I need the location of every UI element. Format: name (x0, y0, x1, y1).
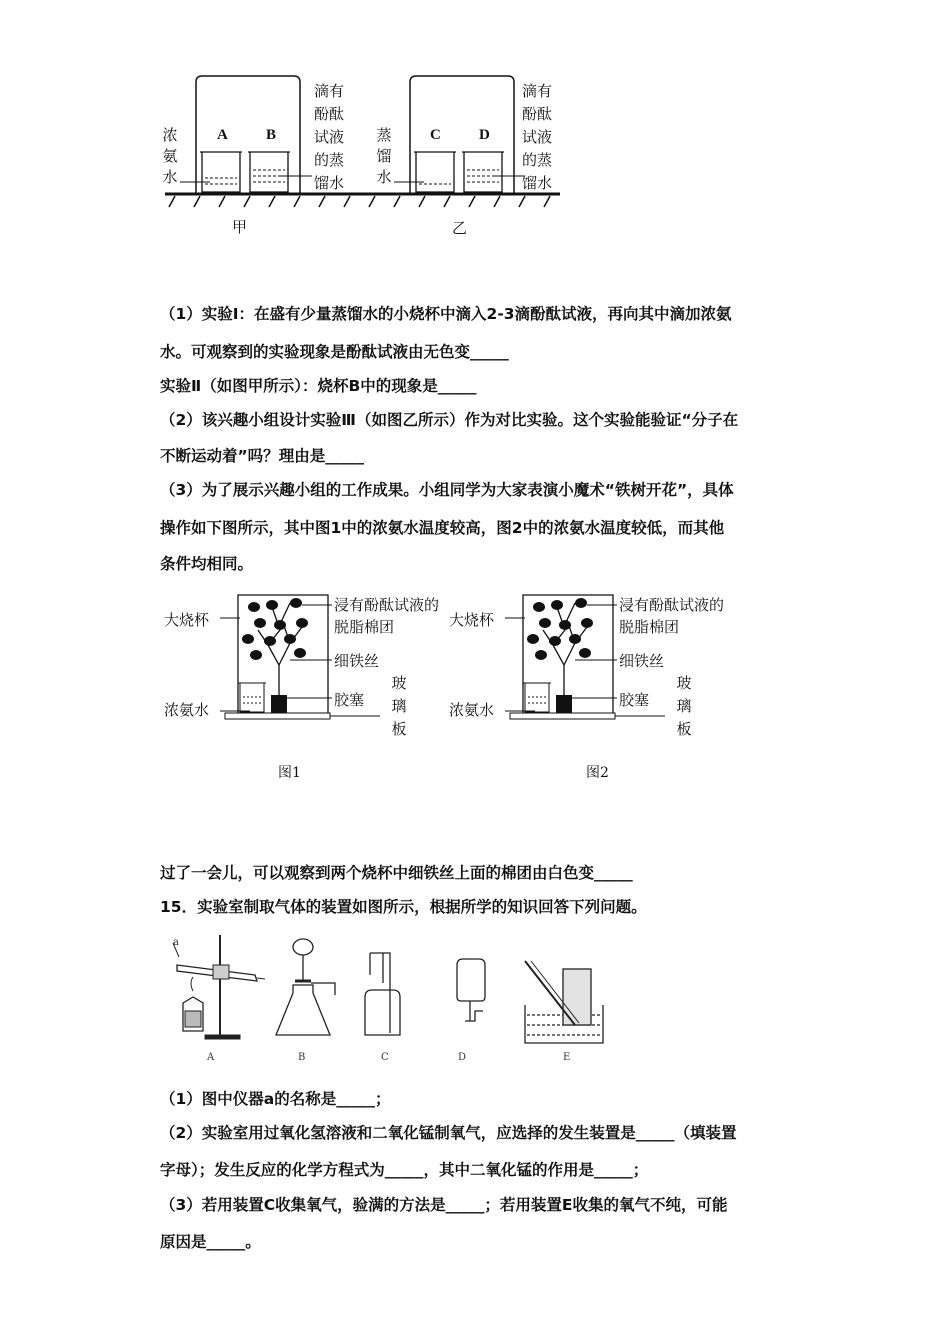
fig2-ammonia-label: 浓氨水 (449, 701, 495, 719)
q1-line3: 实验Ⅱ（如图甲所示）：烧杯B中的现象是_____ (160, 377, 477, 395)
fig2-glass-plate-label: 玻璃板 (676, 674, 692, 738)
apparatus-c-drawing (365, 953, 400, 1035)
beaker-c-label: C (430, 127, 441, 143)
diffusion-apparatus-figure (150, 70, 570, 210)
fig1-glass-plate-label: 玻璃板 (391, 674, 407, 738)
label-concentrated-ammonia: 浓氨水 (162, 126, 178, 186)
q15-part1: （1）图中仪器a的名称是_____； (160, 1090, 391, 1108)
fig2-wire-label: 细铁丝 (619, 652, 665, 670)
label-phenolphthalein-water-left: 滴有酚酞试液的蒸馏水 (314, 82, 345, 192)
label-phenolphthalein-water-right: 滴有酚酞试液的蒸馏水 (522, 82, 553, 192)
beaker-b-label: B (266, 127, 277, 143)
question-15-title: 15．实验室制取气体的装置如图所示，根据所学的知识回答下列问题。 (160, 898, 647, 916)
q15-part2-line2: 字母）；发生反应的化学方程式为_____，其中二氧化锰的作用是_____； (160, 1161, 649, 1179)
q2-line1: （2）该兴趣小组设计实验Ⅲ（如图乙所示）作为对比实验。这个实验能验证“分子在 (160, 411, 739, 429)
fig1-cotton-label: 浸有酚酞试液的脱脂棉团 (334, 596, 440, 636)
q1-line2: 水。可观察到的实验现象是酚酞试液由无色变_____ (160, 343, 509, 361)
fig1-big-beaker-label: 大烧杯 (164, 611, 210, 629)
fig2-big-beaker-label: 大烧杯 (449, 611, 495, 629)
fig1-ammonia-label: 浓氨水 (164, 701, 210, 719)
caption-jia: 甲 (232, 218, 248, 236)
q15-part3-line1: （3）若用装置C收集氧气，验满的方法是_____；若用装置E收集的氧气不纯，可能 (160, 1196, 728, 1214)
observation-line: 过了一会儿，可以观察到两个烧杯中细铁丝上面的棉团由白色变_____ (160, 864, 633, 882)
caption-yi: 乙 (452, 219, 468, 237)
caption-figure-1: 图1 (278, 765, 301, 781)
label-distilled-water: 蒸馏水 (376, 126, 392, 186)
q15-part3-line2: 原因是_____。 (160, 1233, 261, 1251)
q3-line2: 操作如下图所示，其中图1中的浓氨水温度较高，图2中的浓氨水温度较低，而其他 (160, 519, 725, 537)
apparatus-label-c: C (381, 1052, 389, 1063)
q15-part2-line1: （2）实验室用过氧化氢溶液和二氧化锰制氧气，应选择的发生装置是_____（填装置 (160, 1124, 737, 1142)
apparatus-b-drawing (276, 939, 335, 1035)
q3-line1: （3）为了展示兴趣小组的工作成果。小组同学为大家表演小魔术“铁树开花”，具体 (160, 481, 734, 499)
beaker-a-label: A (217, 127, 228, 143)
apparatus-label-a: A (207, 1052, 215, 1063)
apparatus-e-drawing (525, 961, 603, 1043)
apparatus-d-drawing (457, 959, 485, 1021)
q1-line1: （1）实验Ⅰ：在盛有少量蒸馏水的小烧杯中滴入2-3滴酚酞试液，再向其中滴加浓氨 (160, 305, 732, 323)
fig1-wire-label: 细铁丝 (334, 652, 380, 670)
apparatus-a-drawing (173, 935, 265, 1039)
q2-line2: 不断运动着”吗？理由是_____ (160, 447, 364, 465)
gas-apparatus-figure (165, 935, 625, 1050)
fig1-stopper-label: 胶塞 (334, 691, 365, 709)
fig2-stopper-label: 胶塞 (619, 691, 650, 709)
apparatus-label-d: D (458, 1052, 467, 1063)
beaker-d-label: D (479, 127, 490, 143)
q3-line3: 条件均相同。 (160, 555, 254, 573)
caption-figure-2: 图2 (586, 765, 609, 781)
apparatus-label-e: E (563, 1052, 571, 1063)
apparatus-label-b: B (298, 1052, 306, 1063)
fig2-cotton-label: 浸有酚酞试液的脱脂棉团 (619, 596, 725, 636)
instrument-a-marker: a (173, 937, 179, 948)
